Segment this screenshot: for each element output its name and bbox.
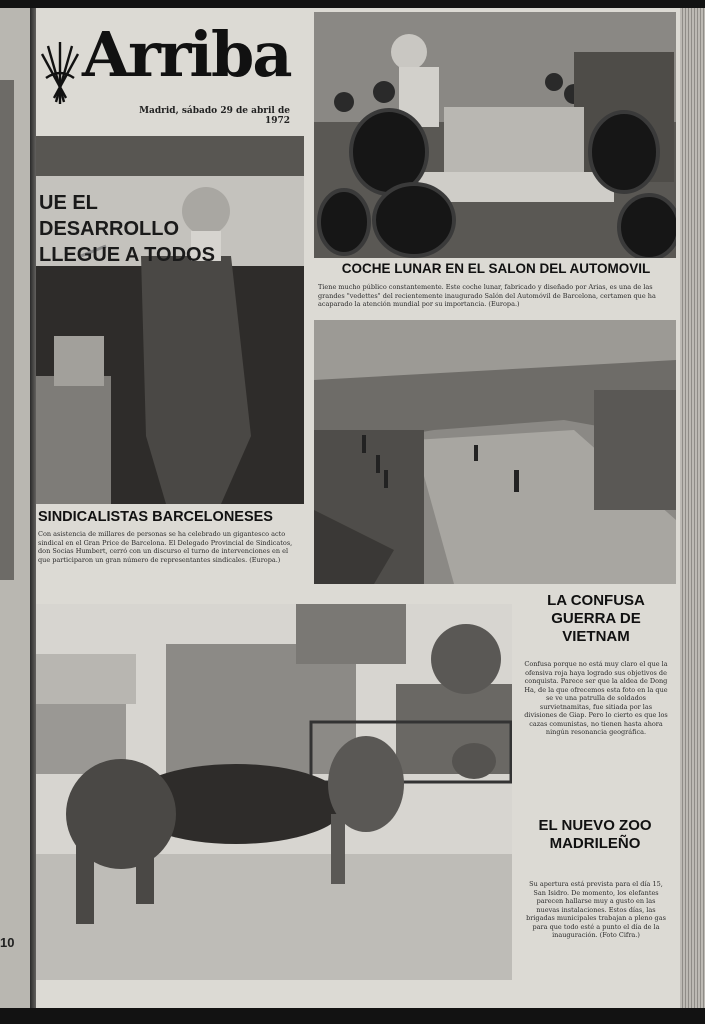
left-page-photo-fragment: [0, 80, 14, 580]
vietnam-village-photo: [314, 320, 676, 584]
folio-number: 10: [0, 935, 15, 950]
zoo-elephants-photo: [36, 604, 512, 980]
lunar-car-headline: COCHE LUNAR EN EL SALON DEL AUTOMOVIL: [341, 261, 651, 276]
sindicalistas-headline: SINDICALISTAS BARCELONESES: [38, 509, 273, 525]
masthead-date: Madrid, sábado 29 de abril de 1972: [139, 106, 290, 126]
protest-banner-text: UE EL DESARROLLO LLEGUE A TODOS: [39, 192, 215, 266]
zoo-headline: EL NUEVO ZOO MADRILEÑO: [538, 817, 652, 852]
masthead-title: Arriba: [82, 18, 291, 91]
lunar-car-caption: Tiene mucho público constantemente. Este coche lunar, fabricado y diseñado por Arias, es una de las grandes "vedettes" del recientemente inaugurado Salón del Automóvil de Barcelona, certamen que ha acaparado la atención mundial por su importancia. (Europa.): [318, 283, 656, 308]
lunar-car-photo: [314, 12, 676, 258]
vietnam-caption: Confusa porque no está muy claro el que la ofensiva roja haya logrado sus objetivos de conquista. Parece ser que la aldea de Dong Ha, de la que ofrecemos esta foto en la que se ve una patrulla de soldados survietnamitas, fue sitiada por las divisiones de Giap. Pero lo cierto es que los cazas comunistas, no tienen hasta ahora ningún resonancia geográfica.: [524, 660, 668, 736]
zoo-caption: Su apertura está prevista para el día 15, San Isidro. De momento, los elefantes parecen hallarse muy a gusto en las nuevas instalaciones. Estos días, las brigadas municipales trabajan a pleno gas para que todo esté a punto el día de la inauguración. (Foto Cifra.): [526, 880, 666, 939]
yoke-arrows-emblem-icon: [40, 38, 80, 110]
vietnam-headline: LA CONFUSA GUERRA DE VIETNAM: [547, 592, 645, 645]
page-stack-edge: [680, 8, 705, 1008]
sindicalistas-caption: Con asistencia de millares de personas se ha celebrado un gigantesco acto sindical en el Gran Price de Barcelona. El Delegado Provincial de Sindicatos, don Socias Humbert, cerró con un discurso el turno de intervenciones en el que participaron un gran número de representantes sindicales. (Europa.): [38, 530, 293, 564]
